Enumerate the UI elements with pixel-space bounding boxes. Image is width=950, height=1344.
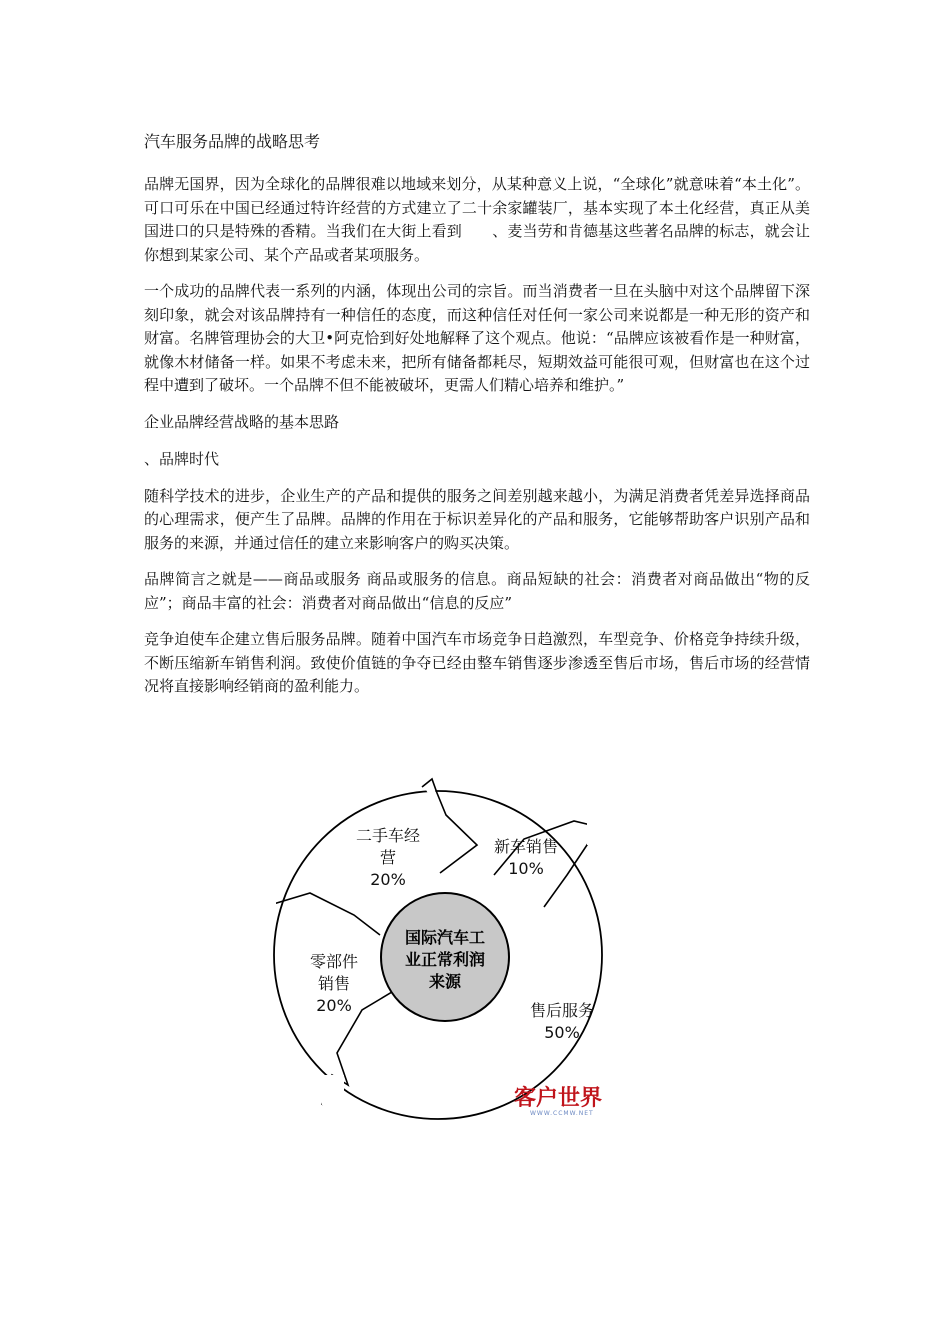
ring-gap-left — [262, 895, 276, 917]
paragraph-brand-value: 一个成功的品牌代表一系列的内涵，体现出公司的宗旨。而当消费者一旦在头脑中对这个品牌留下深刻印象，就会对该品牌持有一种信任的态度，而这种信任对任何一家公司来说都是一种无形的资产和财富。名牌管理协会的大卫•阿克恰到好处地解释了这个观点。他说：“品牌应该被看作是一种财富，就像木材储备一样。如果不考虑未来，把所有储备都耗尽，短期效益可能很可观，但财富也在这个过程中遭到了破坏。一个品牌不但不能被破坏，更需人们精心培养和维护。” — [144, 282, 810, 394]
center-label-line-1: 国际汽车工 — [404, 928, 486, 947]
segment-new-car-percent: 10% — [508, 859, 544, 878]
ccmw-logo — [514, 1085, 602, 1117]
ring-gap-bottom — [322, 1075, 344, 1105]
center-label-line-2: 业正常利润 — [404, 950, 486, 969]
profit-source-diagram — [262, 775, 652, 1135]
logo-sub-text: WWW.CCMW.NET — [530, 1110, 594, 1117]
logo-main-text: 客户世界 — [514, 1086, 603, 1111]
document-body — [144, 128, 810, 712]
segment-used-car-name-2: 营 — [379, 848, 397, 867]
segment-aftersales-percent: 50% — [544, 1023, 580, 1042]
segment-used-car-percent: 20% — [370, 870, 406, 889]
paragraph-brand-era: 随科学技术的进步，企业生产的产品和提供的服务之间差别越来越小，为满足消费者凭差异选择商品的心理需求，便产生了品牌。品牌的作用在于标识差异化的产品和服务，它能够帮助客户识别产品和服务的来源，并通过信任的建立来影响客户的购买决策。 — [144, 486, 810, 552]
segment-used-car-name-1: 二手车经 — [355, 826, 421, 845]
segment-parts-name-2: 销售 — [317, 974, 351, 993]
subsection-heading: 、品牌时代 — [144, 449, 220, 468]
segment-parts-name-1: 零部件 — [309, 952, 359, 971]
diagram-svg — [262, 775, 652, 1135]
segment-parts-percent: 20% — [316, 996, 352, 1015]
paragraph-brand-definition: 品牌简言之就是——商品或服务 商品或服务的信息。商品短缺的社会：消费者对商品做出“物的反应”；商品丰富的社会：消费者对商品做出“信息的反应” — [144, 570, 810, 612]
paragraph-aftersales: 竞争迫使车企建立售后服务品牌。随着中国汽车市场竞争日趋激烈，车型竞争、价格竞争持续升级，不断压缩新车销售利润。致使价值链的争夺已经由整车销售逐步渗透至售后市场，售后市场的经营情况将直接影响经销商的盈利能力。 — [144, 630, 810, 695]
arrow-left — [270, 893, 380, 935]
segment-aftersales-name: 售后服务 — [529, 1001, 595, 1020]
section-heading: 企业品牌经营战略的基本思路 — [144, 412, 340, 431]
arrow-gap-top — [420, 780, 438, 810]
document-title: 汽车服务品牌的战略思考 — [144, 132, 321, 151]
ring-gap-right — [587, 815, 607, 845]
paragraph-globalization: 品牌无国界，因为全球化的品牌很难以地域来划分，从某种意义上说，“全球化”就意味着“本土化”。 可口可乐在中国已经通过特许经营的方式建立了二十余家罐装厂，基本实现了本土化经营，真正从美国进口的只是特殊的香精。当我们在大街上看到 、麦当劳和肯德基这些著名品牌的标志，就会让你想到某家公司、某个产品或者某项服务。 — [144, 175, 810, 264]
center-label-line-3: 来源 — [428, 972, 462, 991]
segment-new-car-name: 新车销售 — [493, 837, 559, 856]
